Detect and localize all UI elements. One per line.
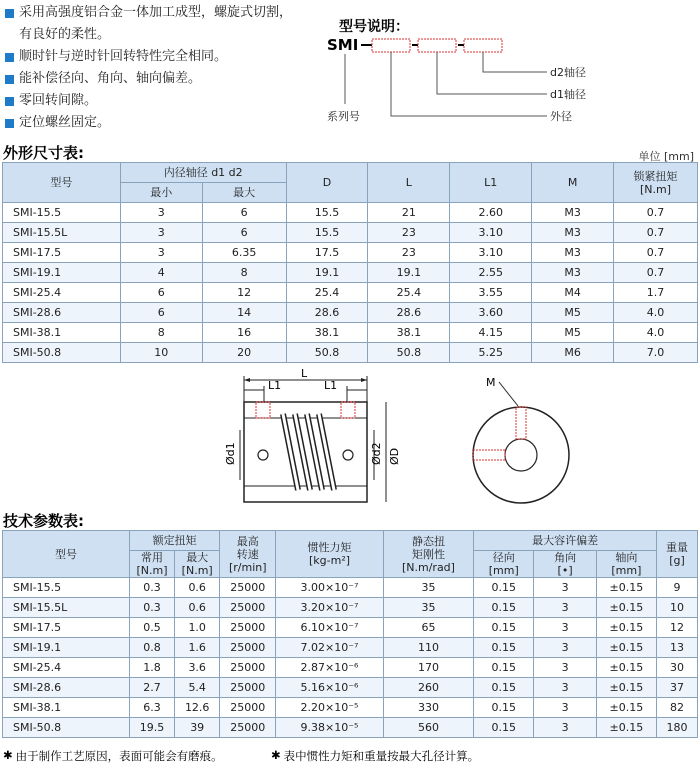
- table-cell: 6: [120, 303, 202, 323]
- table-cell: 23: [368, 223, 450, 243]
- table-cell: 3.10: [450, 223, 532, 243]
- table-cell: 3: [534, 658, 596, 678]
- table-cell: 6.3: [129, 698, 174, 718]
- table-cell: 3: [534, 618, 596, 638]
- bullet-icon: [5, 97, 14, 106]
- model-prefix: SMI: [327, 36, 359, 54]
- table-cell: 3.00×10⁻⁷: [276, 578, 384, 598]
- table-cell: 170: [383, 658, 473, 678]
- table-cell: 14: [202, 303, 286, 323]
- table-cell: 0.15: [474, 618, 534, 638]
- table-cell: 3.6: [175, 658, 220, 678]
- col-torque: 锁紧扭矩 [N.m]: [614, 163, 698, 203]
- table-cell: ±0.15: [596, 698, 656, 718]
- table-cell: 9: [657, 578, 698, 598]
- col-deviation: 最大容许偏差: [474, 531, 657, 551]
- table-row: [3, 303, 698, 323]
- table-cell: 25.4: [368, 283, 450, 303]
- table-row: [3, 283, 698, 303]
- table-cell: 35: [383, 578, 473, 598]
- dim-d1-label: Ød1: [224, 442, 237, 465]
- table-cell: 37: [657, 678, 698, 698]
- table-cell: 3: [534, 638, 596, 658]
- table-row: [3, 223, 698, 243]
- model-code-diagram: [325, 30, 605, 130]
- table-cell: 12.6: [175, 698, 220, 718]
- table-cell: 25000: [220, 598, 276, 618]
- feature-item: 顺时针与逆时针回转特性完全相同。: [2, 46, 302, 68]
- table-cell: 3: [534, 678, 596, 698]
- model-cell: SMI-19.1: [3, 638, 130, 658]
- col-speed: 最高 转速 [r/min]: [220, 531, 276, 578]
- tech-table-body: [3, 578, 698, 738]
- table-cell: 12: [202, 283, 286, 303]
- notes: [3, 748, 479, 764]
- table-cell: M4: [532, 283, 614, 303]
- table-row: [3, 323, 698, 343]
- table-row: [3, 618, 698, 638]
- feature-list: [2, 2, 302, 134]
- asterisk-icon: ✱: [271, 748, 281, 762]
- model-cell: SMI-15.5: [3, 203, 121, 223]
- table-cell: 6.35: [202, 243, 286, 263]
- table-cell: 12: [657, 618, 698, 638]
- col-normal: 常用 [N.m]: [129, 551, 174, 578]
- table-cell: 20: [202, 343, 286, 363]
- table-cell: 3.10: [450, 243, 532, 263]
- table-row: [3, 578, 698, 598]
- table-cell: 4.0: [614, 303, 698, 323]
- table-cell: 10: [657, 598, 698, 618]
- table-cell: 2.60: [450, 203, 532, 223]
- feature-item: 采用高强度铝合金一体加工成型，螺旋式切割，有良好的柔性。: [2, 2, 302, 46]
- table-row: [3, 343, 698, 363]
- table-cell: 6: [202, 223, 286, 243]
- model-cell: SMI-50.8: [3, 718, 130, 738]
- bullet-icon: [5, 119, 14, 128]
- table-cell: 3: [534, 598, 596, 618]
- table-row: [3, 718, 698, 738]
- col-L1: L1: [450, 163, 532, 203]
- model-cell: SMI-50.8: [3, 343, 121, 363]
- table-cell: 28.6: [286, 303, 368, 323]
- table-cell: 0.15: [474, 638, 534, 658]
- table-cell: 28.6: [368, 303, 450, 323]
- table-cell: 7.0: [614, 343, 698, 363]
- table-cell: 1.0: [175, 618, 220, 638]
- table-row: [3, 658, 698, 678]
- table-cell: ±0.15: [596, 718, 656, 738]
- table-cell: 50.8: [286, 343, 368, 363]
- table-cell: 25000: [220, 658, 276, 678]
- table-cell: 0.7: [614, 263, 698, 283]
- col-D: D: [286, 163, 368, 203]
- table-cell: M3: [532, 243, 614, 263]
- model-cell: SMI-17.5: [3, 618, 130, 638]
- dim-D-label: ØD: [388, 447, 401, 465]
- table-cell: 5.25: [450, 343, 532, 363]
- bullet-icon: [5, 75, 14, 84]
- model-cell: SMI-15.5L: [3, 223, 121, 243]
- col-inner: 内径轴径 d1 d2: [120, 163, 286, 183]
- col-model: 型号: [3, 163, 121, 203]
- table-cell: M3: [532, 203, 614, 223]
- model-cell: SMI-38.1: [3, 323, 121, 343]
- table-cell: 180: [657, 718, 698, 738]
- table-cell: 82: [657, 698, 698, 718]
- table-cell: 1.6: [175, 638, 220, 658]
- table-cell: 25000: [220, 678, 276, 698]
- table-cell: 0.7: [614, 243, 698, 263]
- model-cell: SMI-15.5: [3, 578, 130, 598]
- table-cell: 25000: [220, 618, 276, 638]
- col-axial: 轴向 [mm]: [596, 551, 656, 578]
- col-model: 型号: [3, 531, 130, 578]
- table-cell: 38.1: [368, 323, 450, 343]
- table-row: [3, 203, 698, 223]
- table-cell: 17.5: [286, 243, 368, 263]
- table-cell: 3: [120, 243, 202, 263]
- table-row: [3, 263, 698, 283]
- col-min: 最小: [120, 183, 202, 203]
- coupling-drawing: [224, 367, 578, 510]
- table-cell: 0.15: [474, 678, 534, 698]
- dim-table-title: 外形尺寸表:: [3, 144, 84, 162]
- model-cell: SMI-17.5: [3, 243, 121, 263]
- table-cell: 35: [383, 598, 473, 618]
- table-cell: 0.15: [474, 658, 534, 678]
- table-cell: 21: [368, 203, 450, 223]
- table-cell: 0.7: [614, 203, 698, 223]
- table-cell: 30: [657, 658, 698, 678]
- feature-item: 能补偿径向、角向、轴向偏差。: [2, 68, 302, 90]
- model-cell: SMI-25.4: [3, 283, 121, 303]
- table-row: [3, 678, 698, 698]
- note-item: ✱ 表中惯性力矩和重量按最大孔径计算。: [271, 748, 480, 763]
- table-cell: ±0.15: [596, 618, 656, 638]
- model-cell: SMI-28.6: [3, 678, 130, 698]
- dimension-table: [2, 162, 698, 363]
- model-cell: SMI-28.6: [3, 303, 121, 323]
- table-cell: 15.5: [286, 223, 368, 243]
- table-cell: ±0.15: [596, 658, 656, 678]
- col-stiffness: 静态扭 矩刚性 [N.m/rad]: [383, 531, 473, 578]
- table-cell: 1.7: [614, 283, 698, 303]
- table-cell: 19.5: [129, 718, 174, 738]
- unit-label: 单位 [mm]: [638, 150, 694, 163]
- tech-table: [2, 530, 698, 738]
- table-cell: 1.8: [129, 658, 174, 678]
- table-cell: 3: [534, 698, 596, 718]
- table-cell: 260: [383, 678, 473, 698]
- col-M: M: [532, 163, 614, 203]
- model-explain-title: 型号说明：: [339, 19, 409, 35]
- dim-d2-label: Ød2: [370, 442, 383, 465]
- table-cell: 50.8: [368, 343, 450, 363]
- feature-item: 定位螺丝固定。: [2, 112, 302, 134]
- col-radial: 径向 [mm]: [474, 551, 534, 578]
- table-cell: 39: [175, 718, 220, 738]
- col-angular: 角向 [•]: [534, 551, 596, 578]
- table-cell: 19.1: [368, 263, 450, 283]
- bullet-icon: [5, 53, 14, 62]
- tech-table-title: 技术参数表:: [3, 512, 84, 530]
- table-cell: 16: [202, 323, 286, 343]
- bullet-icon: [5, 9, 14, 18]
- col-max: 最大: [202, 183, 286, 203]
- table-cell: 25000: [220, 638, 276, 658]
- table-cell: 8: [120, 323, 202, 343]
- model-cell: SMI-38.1: [3, 698, 130, 718]
- dim-L-label: L: [301, 367, 308, 380]
- table-cell: 330: [383, 698, 473, 718]
- table-cell: 7.02×10⁻⁷: [276, 638, 384, 658]
- table-cell: 25000: [220, 578, 276, 598]
- table-cell: 4.15: [450, 323, 532, 343]
- table-cell: 0.3: [129, 598, 174, 618]
- table-row: [3, 638, 698, 658]
- table-cell: 6: [202, 203, 286, 223]
- table-cell: 0.3: [129, 578, 174, 598]
- table-cell: 25000: [220, 698, 276, 718]
- table-cell: M3: [532, 223, 614, 243]
- table-cell: 23: [368, 243, 450, 263]
- label-d1: d1轴径: [550, 88, 586, 101]
- dim-M-label: M: [486, 376, 496, 389]
- asterisk-icon: ✱: [3, 748, 13, 762]
- table-cell: 3: [534, 718, 596, 738]
- table-cell: 8: [202, 263, 286, 283]
- table-cell: 0.15: [474, 718, 534, 738]
- table-row: [3, 598, 698, 618]
- table-row: [3, 243, 698, 263]
- model-cell: SMI-19.1: [3, 263, 121, 283]
- label-series: 系列号: [327, 110, 360, 123]
- table-cell: 25.4: [286, 283, 368, 303]
- table-cell: 13: [657, 638, 698, 658]
- note-item: ✱ 由于制作工艺原因，表面可能会有磨痕。: [3, 748, 223, 763]
- table-cell: 2.20×10⁻⁵: [276, 698, 384, 718]
- table-cell: 3.60: [450, 303, 532, 323]
- table-cell: 3: [534, 578, 596, 598]
- table-cell: ±0.15: [596, 598, 656, 618]
- table-cell: 3.55: [450, 283, 532, 303]
- table-cell: 0.7: [614, 223, 698, 243]
- table-cell: M3: [532, 263, 614, 283]
- table-cell: 4: [120, 263, 202, 283]
- label-d2: d2轴径: [550, 66, 586, 79]
- table-cell: 2.7: [129, 678, 174, 698]
- table-cell: M5: [532, 323, 614, 343]
- table-cell: ±0.15: [596, 578, 656, 598]
- table-cell: 65: [383, 618, 473, 638]
- table-cell: 3: [120, 203, 202, 223]
- model-cell: SMI-25.4: [3, 658, 130, 678]
- table-cell: 0.15: [474, 598, 534, 618]
- dim-table-body: [3, 203, 698, 363]
- table-cell: 0.6: [175, 598, 220, 618]
- table-cell: 25000: [220, 718, 276, 738]
- table-cell: 0.8: [129, 638, 174, 658]
- feature-item: 零回转间隙。: [2, 90, 302, 112]
- table-cell: M6: [532, 343, 614, 363]
- table-cell: 6: [120, 283, 202, 303]
- table-cell: 15.5: [286, 203, 368, 223]
- col-max: 最大 [N.m]: [175, 551, 220, 578]
- model-cell: SMI-15.5L: [3, 598, 130, 618]
- dim-L1-right: L1: [324, 379, 338, 392]
- col-rated-torque: 额定扭矩: [129, 531, 219, 551]
- table-cell: 3.20×10⁻⁷: [276, 598, 384, 618]
- table-cell: 9.38×10⁻⁵: [276, 718, 384, 738]
- col-L: L: [368, 163, 450, 203]
- table-cell: 5.16×10⁻⁶: [276, 678, 384, 698]
- table-cell: 3: [120, 223, 202, 243]
- table-cell: 10: [120, 343, 202, 363]
- table-cell: M5: [532, 303, 614, 323]
- label-outer: 外径: [550, 110, 572, 123]
- table-cell: 0.6: [175, 578, 220, 598]
- table-cell: 38.1: [286, 323, 368, 343]
- table-cell: 0.15: [474, 698, 534, 718]
- table-cell: 2.55: [450, 263, 532, 283]
- col-weight: 重量 [g]: [657, 531, 698, 578]
- table-cell: 4.0: [614, 323, 698, 343]
- table-cell: 560: [383, 718, 473, 738]
- table-row: [3, 698, 698, 718]
- table-cell: 110: [383, 638, 473, 658]
- dim-L1-left: L1: [268, 379, 282, 392]
- table-cell: 6.10×10⁻⁷: [276, 618, 384, 638]
- table-cell: 5.4: [175, 678, 220, 698]
- table-cell: ±0.15: [596, 678, 656, 698]
- table-cell: 0.15: [474, 578, 534, 598]
- table-cell: 2.87×10⁻⁶: [276, 658, 384, 678]
- col-inertia: 惯性力矩 [kg-m²]: [276, 531, 384, 578]
- table-cell: ±0.15: [596, 638, 656, 658]
- table-cell: 0.5: [129, 618, 174, 638]
- table-cell: 19.1: [286, 263, 368, 283]
